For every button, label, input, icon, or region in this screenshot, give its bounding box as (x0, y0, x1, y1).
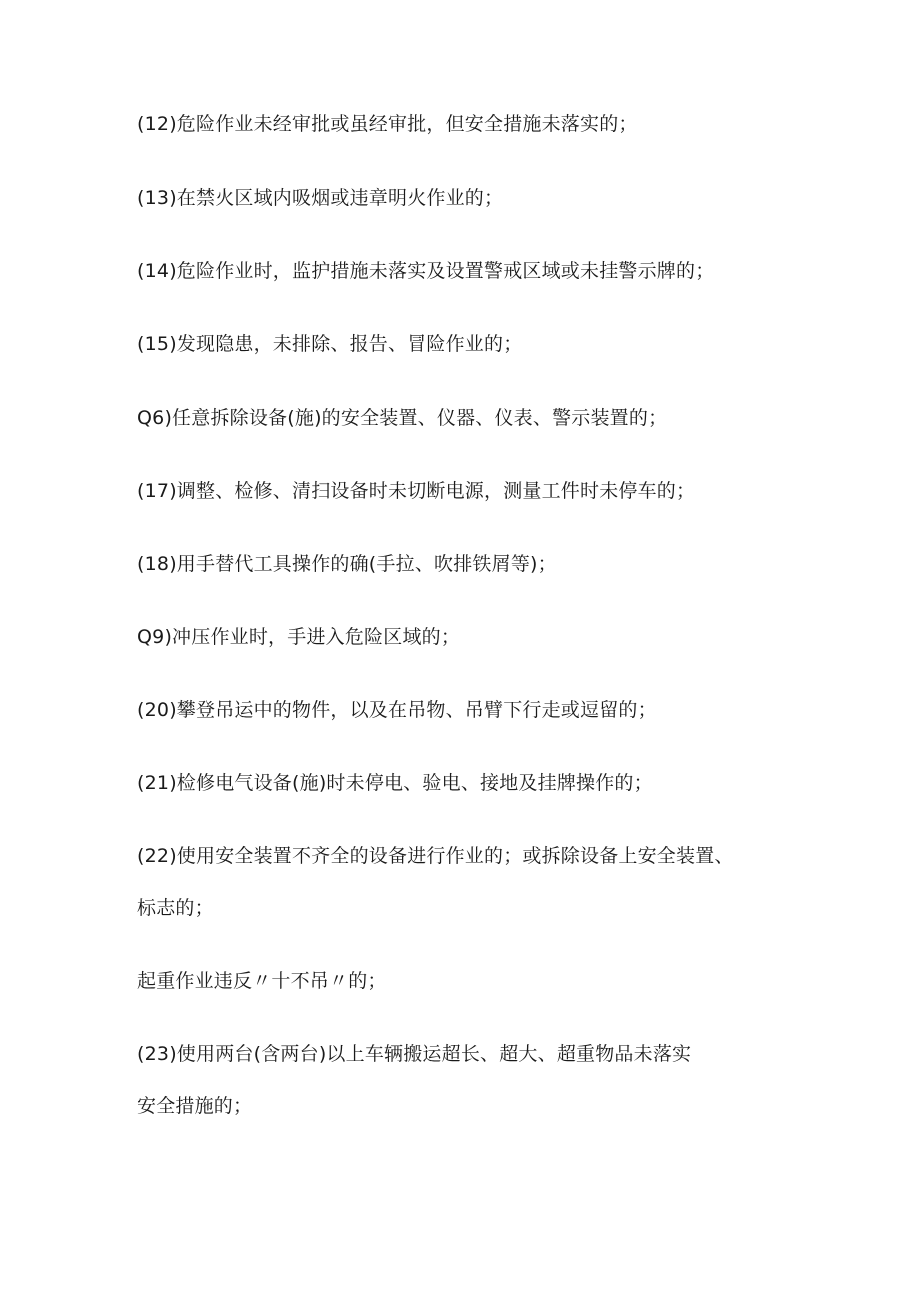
item-19: Q9)冲压作业时，手进入危险区域的； (137, 626, 461, 648)
item-23-continuation: 安全措施的； (137, 1095, 253, 1117)
item-12: (12)危险作业未经审批或虽经审批，但安全措施未落实的； (137, 113, 638, 135)
item-13: (13)在禁火区域内吸烟或违章明火作业的； (137, 187, 504, 209)
item-21: (21)检修电气设备(施)时未停电、验电、接地及挂牌操作的； (137, 772, 653, 794)
item-lifting-rule: 起重作业违反〃十不吊〃的； (137, 970, 387, 992)
item-23: (23)使用两台(含两台)以上车辆搬运超长、超大、超重物品未落实 (137, 1043, 692, 1065)
item-15: (15)发现隐患，未排除、报告、冒险作业的； (137, 333, 523, 355)
item-22-continuation: 标志的； (137, 897, 214, 919)
item-17: (17)调整、检修、清扫设备时未切断电源，测量工件时未停车的； (137, 480, 696, 502)
item-22: (22)使用安全装置不齐全的设备进行作业的；或拆除设备上安全装置、 (137, 845, 734, 867)
item-18: (18)用手替代工具操作的确(手拉、吹排铁屑等)； (137, 553, 557, 575)
item-16: Q6)任意拆除设备(施)的安全装置、仪器、仪表、警示装置的； (137, 407, 668, 429)
item-14: (14)危险作业时，监护措施未落实及设置警戒区域或未挂警示牌的； (137, 260, 715, 282)
item-20: (20)攀登吊运中的物件，以及在吊物、吊臂下行走或逗留的； (137, 699, 657, 721)
